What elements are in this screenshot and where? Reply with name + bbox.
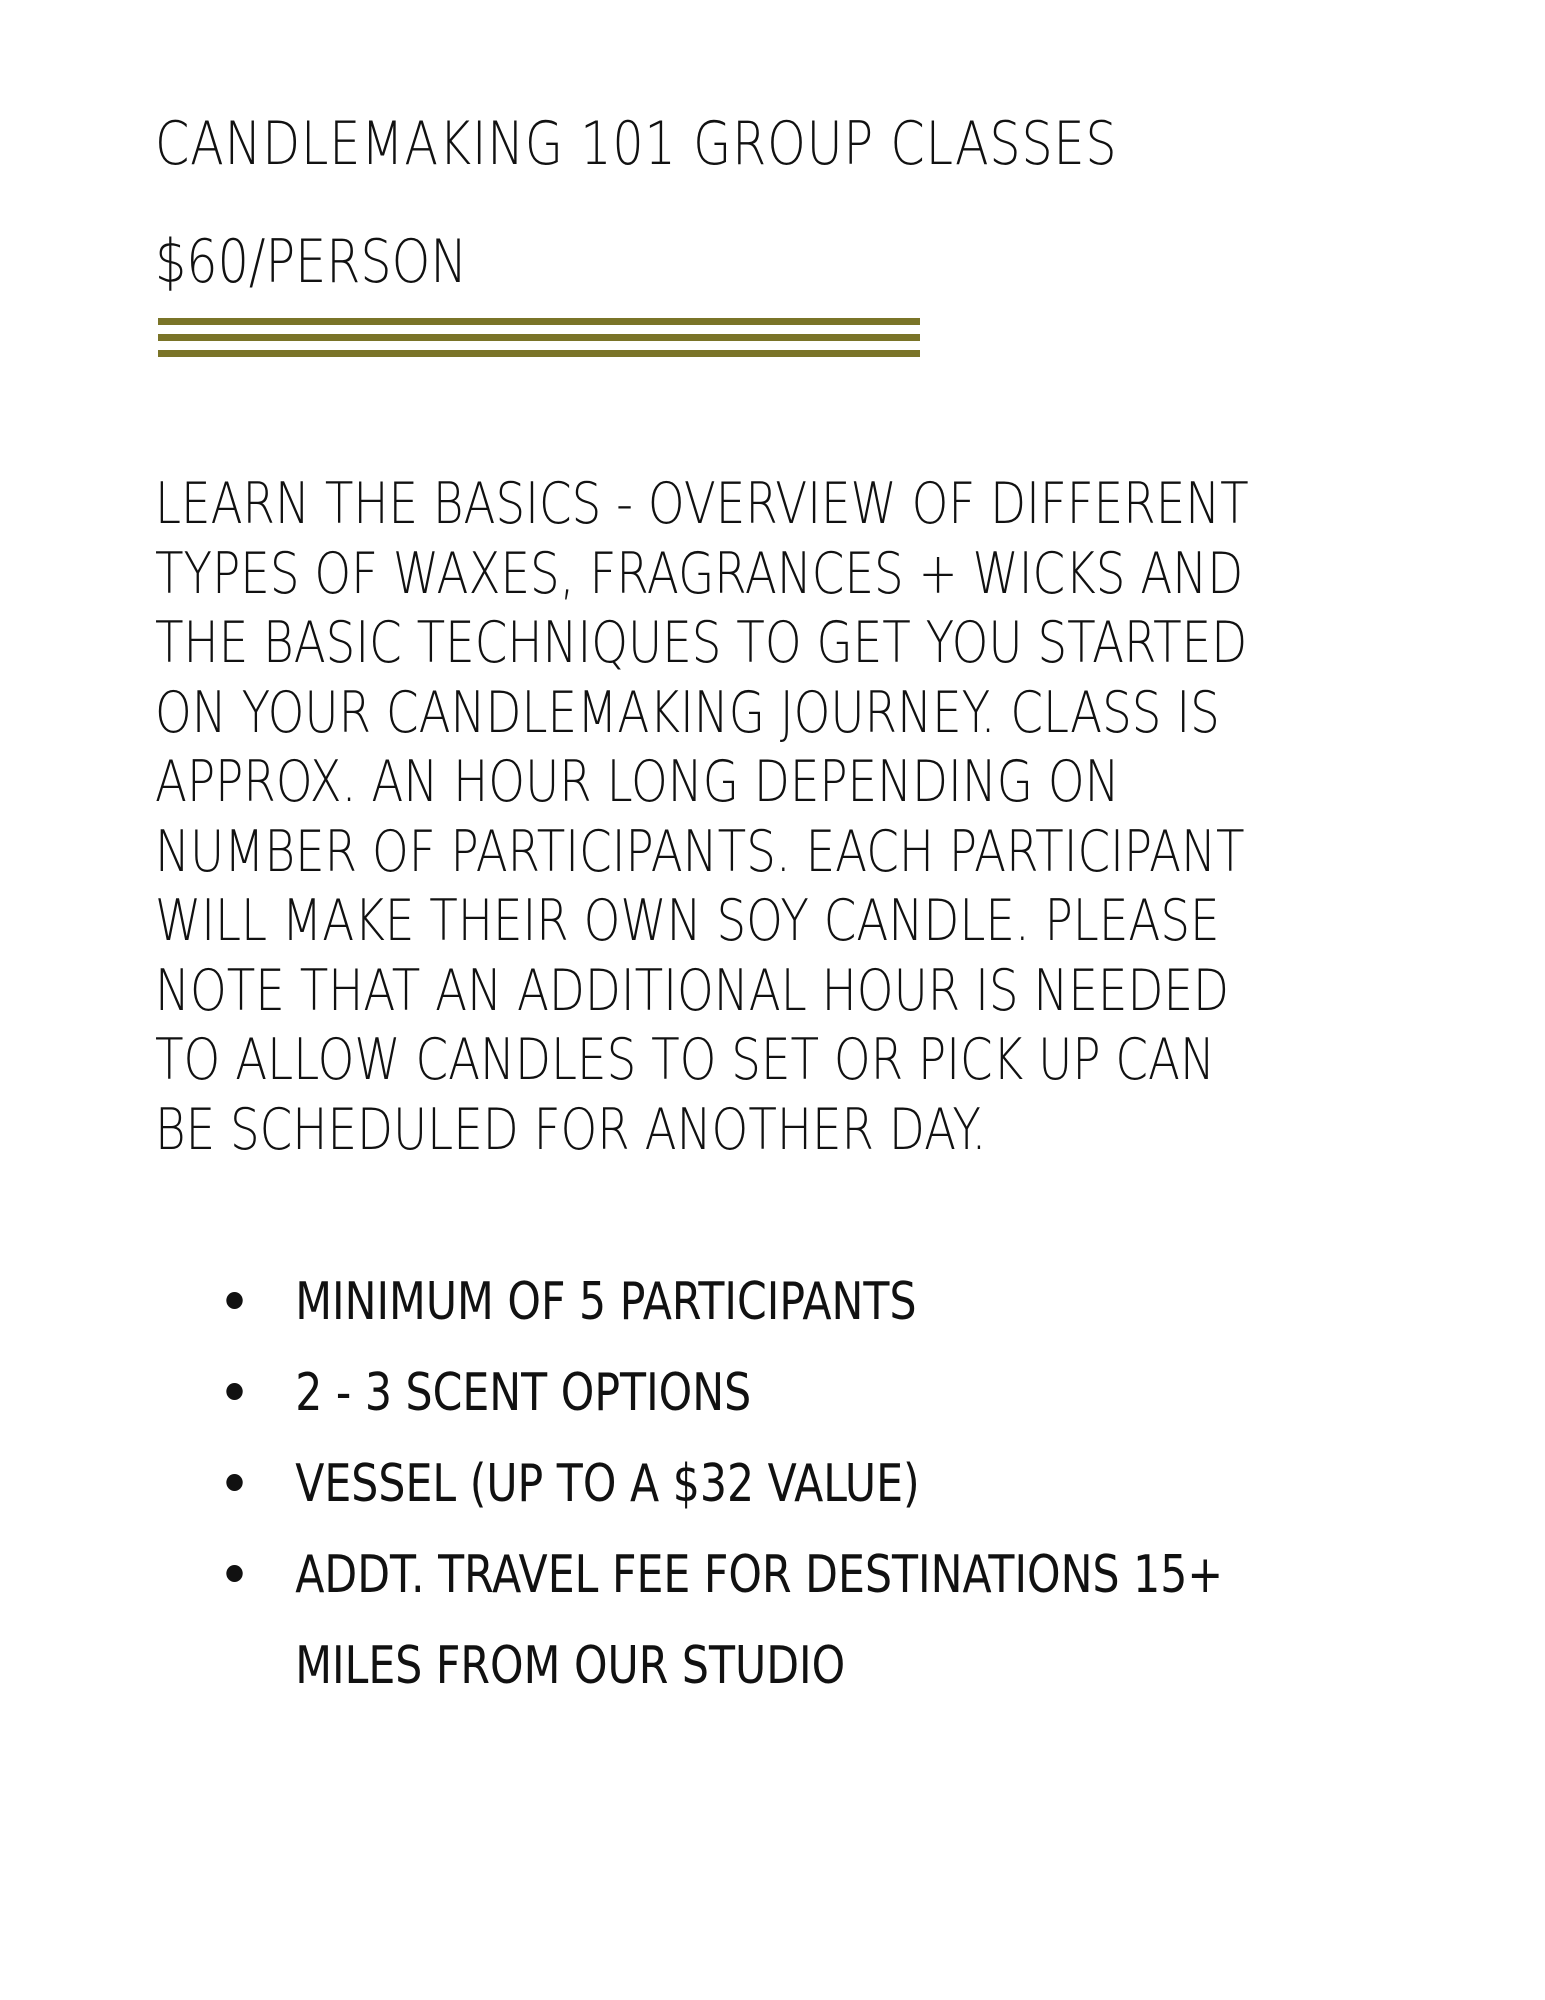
description-line: LEARN THE BASICS - OVERVIEW OF DIFFERENT [155, 471, 1249, 537]
list-item-text: VESSEL (UP TO A $32 VALUE) [295, 1454, 920, 1514]
decorative-rule [158, 350, 920, 357]
list-item [205, 1359, 1223, 1427]
description-line: NUMBER OF PARTICIPANTS. EACH PARTICIPANT [155, 818, 1245, 885]
bullet-icon [226, 1292, 242, 1309]
decorative-rule [158, 334, 920, 341]
bullet-icon [226, 1383, 242, 1400]
price-label: $60/PERSON [155, 227, 468, 297]
description-line: NOTE THAT AN ADDITIONAL HOUR IS NEEDED [155, 957, 1229, 1024]
list-item-text: MINIMUM OF 5 PARTICIPANTS [295, 1272, 917, 1332]
description-line: TO ALLOW CANDLES TO SET OR PICK UP CAN [155, 1027, 1215, 1093]
list-item-text-continued: MILES FROM OUR STUDIO [295, 1636, 846, 1696]
decorative-rule [158, 318, 920, 325]
description-line: BE SCHEDULED FOR ANOTHER DAY. [155, 1096, 987, 1163]
class-description [155, 470, 1249, 1165]
bullet-icon [226, 1565, 242, 1582]
list-item [205, 1450, 1223, 1518]
list-item [205, 1268, 1223, 1336]
class-details-list [205, 1268, 1223, 1723]
description-line: WILL MAKE THEIR OWN SOY CANDLE. PLEASE [155, 888, 1220, 954]
list-item-text: 2 - 3 SCENT OPTIONS [295, 1363, 752, 1423]
description-line: THE BASIC TECHNIQUES TO GET YOU STARTED [155, 610, 1248, 676]
description-line: TYPES OF WAXES, FRAGRANCES + WICKS AND [155, 540, 1244, 607]
list-item-text: ADDT. TRAVEL FEE FOR DESTINATIONS 15+ [295, 1545, 1224, 1605]
description-line: ON YOUR CANDLEMAKING JOURNEY. CLASS IS [155, 679, 1220, 746]
bullet-icon [226, 1474, 242, 1491]
list-item [205, 1541, 1223, 1700]
page-title: CANDLEMAKING 101 GROUP CLASSES [155, 109, 1118, 179]
description-line: APPROX. AN HOUR LONG DEPENDING ON [155, 749, 1120, 815]
